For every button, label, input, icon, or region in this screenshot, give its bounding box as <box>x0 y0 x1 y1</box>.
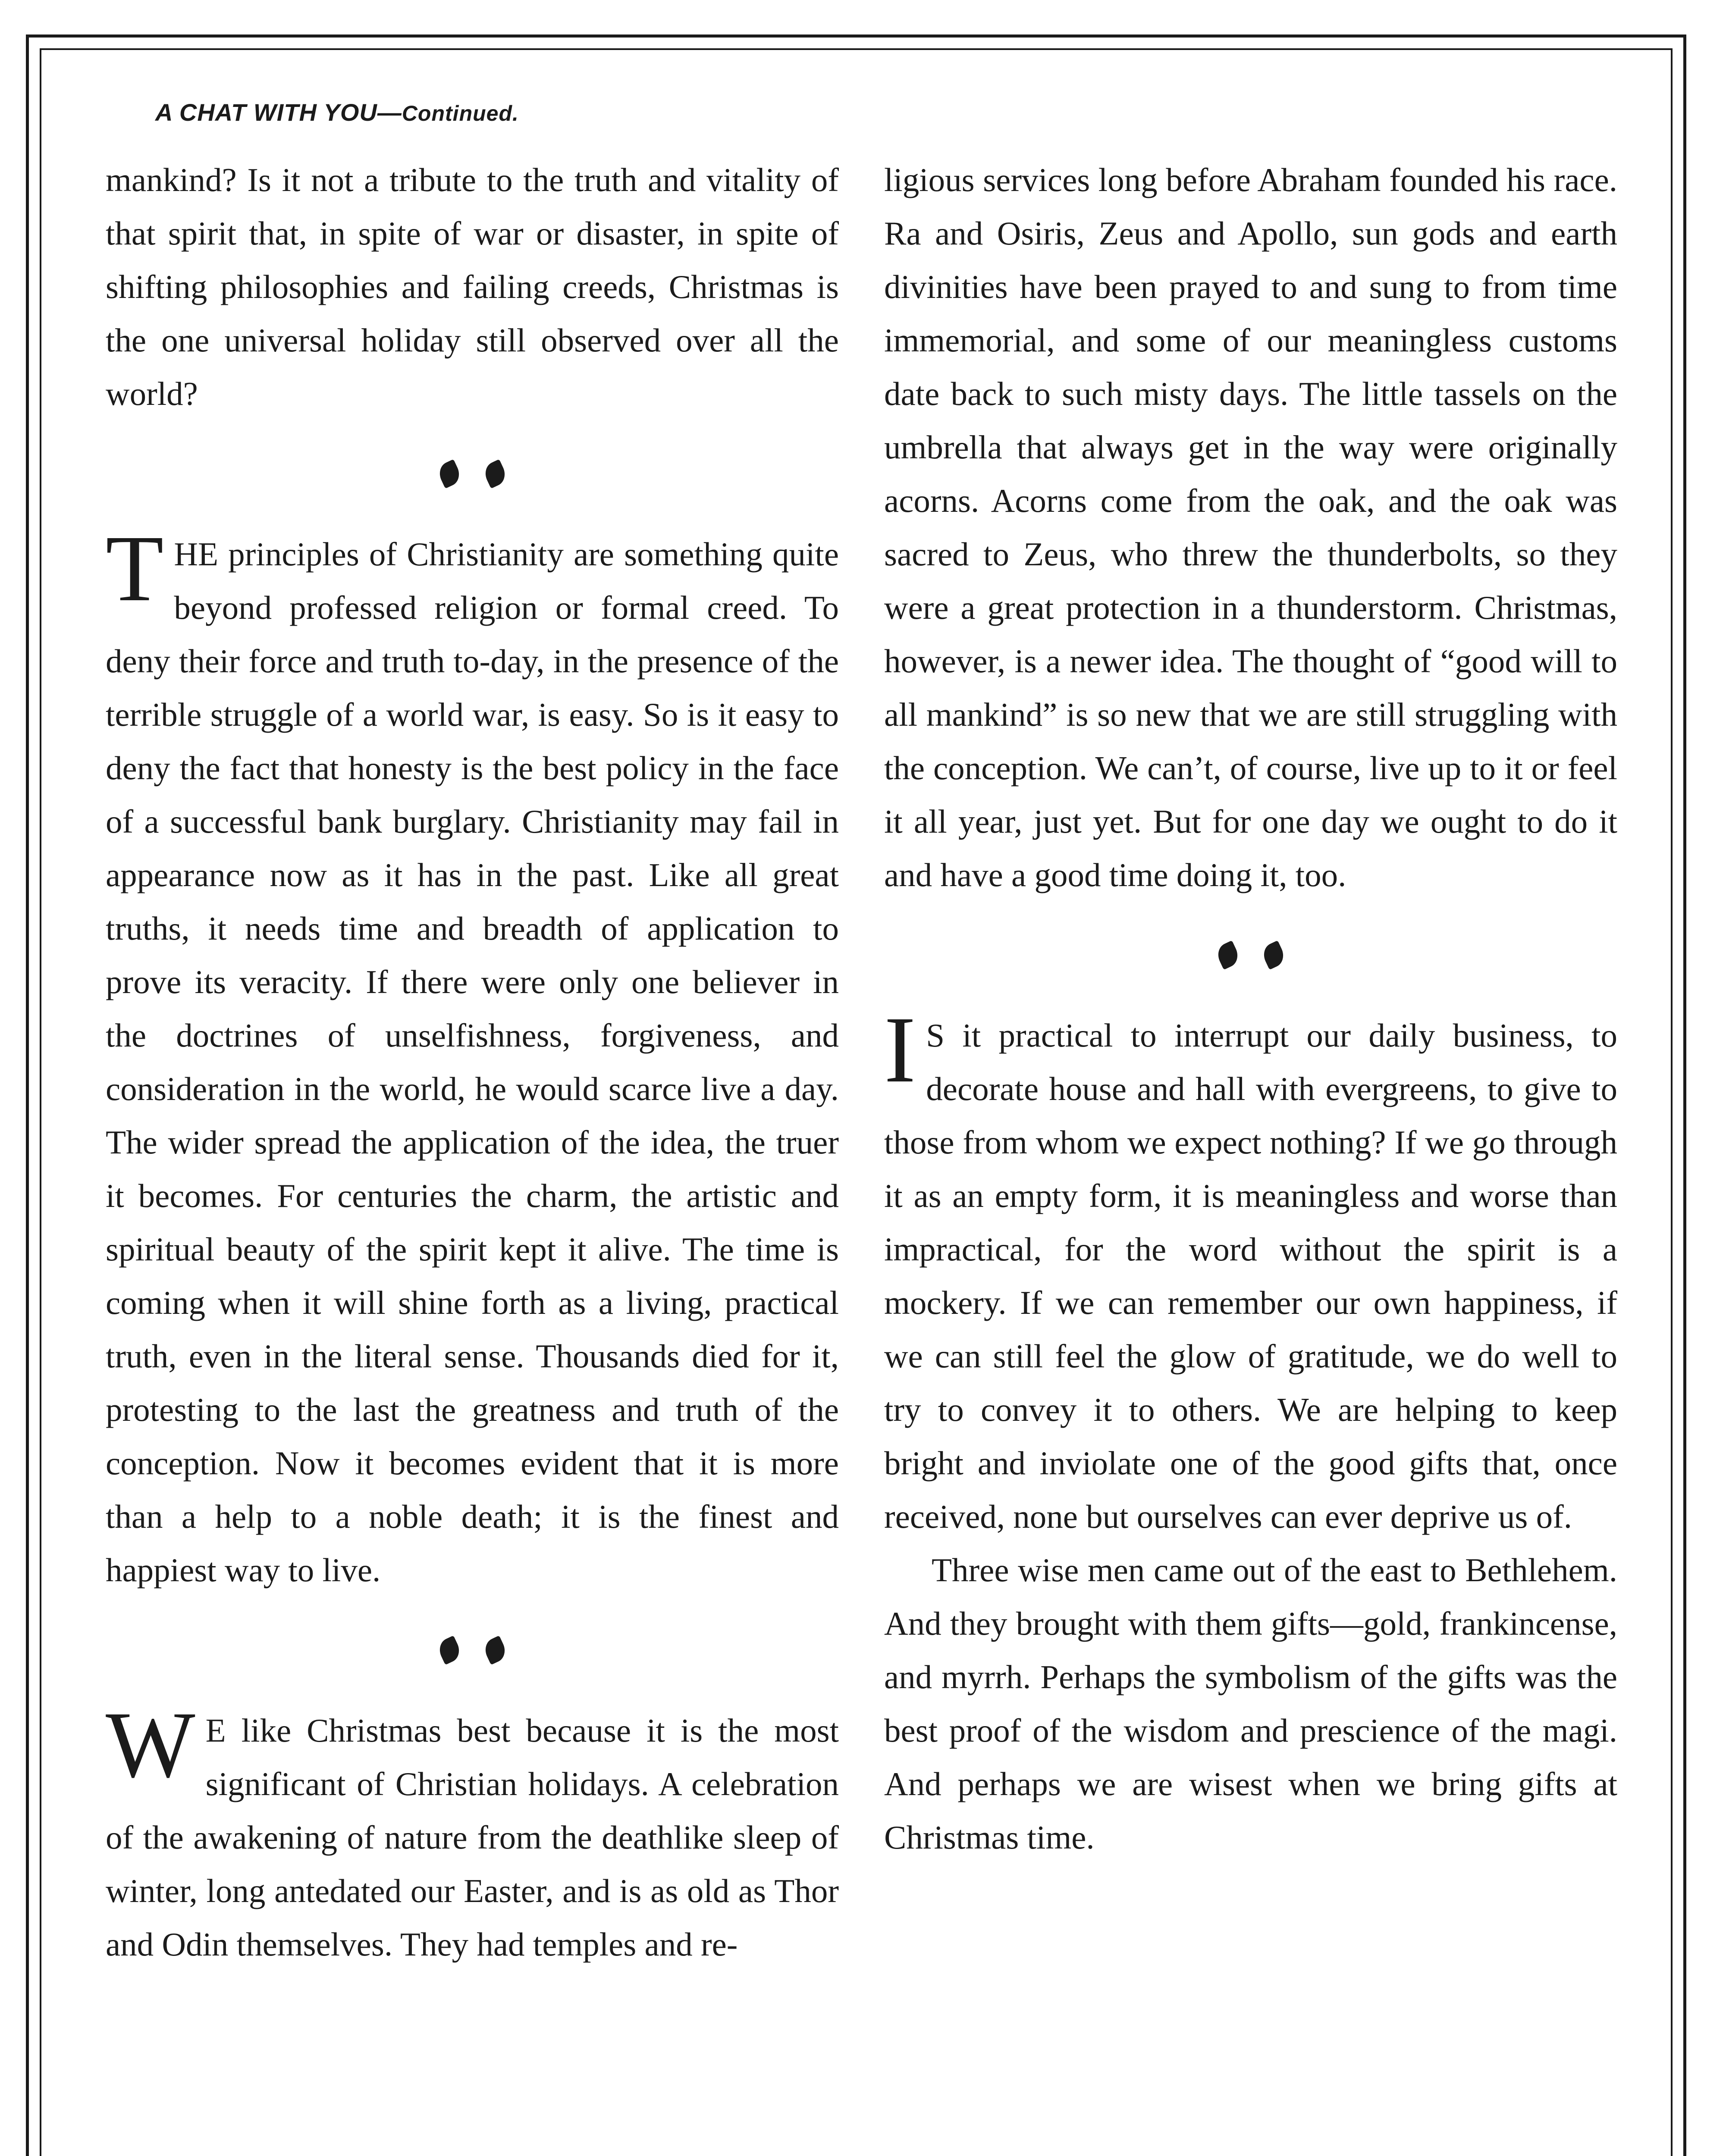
left-paragraph-1: mankind? Is it not a tribute to the truth and vitality of that spirit that, in spite of war or disaster, in spite of shifting philosophies and failing creeds, Christmas is the one universal holiday still observed over all the world? <box>106 161 839 412</box>
section-ornament <box>106 1597 839 1704</box>
left-paragraph-3 <box>106 1692 839 1971</box>
header-continued: Continued. <box>402 101 519 125</box>
right-paragraph-2 <box>884 997 1617 1543</box>
section-ornament <box>884 902 1617 1009</box>
leaf-ornament-icon <box>436 1636 464 1665</box>
leaf-ornament-icon <box>481 459 509 489</box>
right-column <box>884 153 1617 1864</box>
left-paragraph-3-text: E like Christmas best because it is the most significant of Christian holidays. A celebration of the awakening of nature from the deathlike sleep of winter, long antedated our Easter, and is as old as Thor and Odin themselves. They had temples and re- <box>106 1712 839 1963</box>
right-paragraph-2-text: S it practical to interrupt our daily business, to decorate house and hall with evergreens, to give to those from whom we expect nothing? If we go through it as an empty form, it is meaningless and worse than impractical, for the word without the spirit is a mockery. If we can remember our own happiness, if we can still feel the glow of gratitude, we do well to try to convey it to others. We are helping to keep bright and inviolate one of the good gifts that, once received, none but ourselves can ever deprive us of. <box>884 1017 1617 1535</box>
left-paragraph-2-text: HE principles of Christianity are something quite beyond professed religion or formal creed. To deny their force and truth to-day, in the presence of the terrible struggle of a world war, is easy. So is it easy to deny the fact that honesty is the best policy in the face of a successful bank burglary. Christianity may fail in appearance now as it has in the past. Like all great truths, it needs time and breadth of application to prove its veracity. If there were only one believer in the doctrines of unselfishness, forgiveness, and consideration in the world, he would scarce live a day. The wider spread the application of the idea, the truer it becomes. For centuries the charm, the artistic and spiritual beauty of the spirit kept it alive. The time is coming when it will shine forth as a living, practical truth, even in the literal sense. Thousands died for it, protesting to the last the greatness and truth of the conception. Now it becomes evident that it is more than a help to a noble death; it is the finest and happiest way to live. <box>106 536 839 1589</box>
drop-cap: W <box>106 1692 195 1797</box>
left-column <box>106 153 839 1971</box>
leaf-ornament-icon <box>1260 940 1288 970</box>
leaf-ornament-icon <box>481 1636 509 1665</box>
page-header <box>155 98 519 126</box>
header-title: A CHAT WITH YOU— <box>155 99 402 126</box>
right-paragraph-1: ligious services long before Abraham founded his race. Ra and Osiris, Zeus and Apollo, sun gods and earth divinities have been prayed to and sung to from time immemorial, and some of our meaningless customs date back to such misty days. The little tassels on the umbrella that always get in the way were originally acorns. Acorns come from the oak, and the oak was sacred to Zeus, who threw the thunderbolts, so they were a great protection in a thunderstorm. Christmas, however, is a newer idea. The thought of “good will to all mankind” is so new that we are still struggling with the conception. We can’t, of course, live up to it or feel it all year, just yet. But for one day we ought to do it and have a good time doing it, too. <box>884 161 1617 893</box>
leaf-ornament-icon <box>1214 940 1242 970</box>
left-paragraph-2 <box>106 516 839 1597</box>
right-paragraph-3: Three wise men came out of the east to Bethlehem. And they brought with them gifts—gold, frankincense, and myrrh. Perhaps the symbolism of the gifts was the best proof of the wisdom and prescience of the magi. And perhaps we are wisest when we bring gifts at Christmas time. <box>884 1551 1617 1856</box>
drop-cap: I <box>884 997 916 1102</box>
leaf-ornament-icon <box>436 459 464 489</box>
section-ornament <box>106 420 839 527</box>
drop-cap: T <box>106 516 164 621</box>
